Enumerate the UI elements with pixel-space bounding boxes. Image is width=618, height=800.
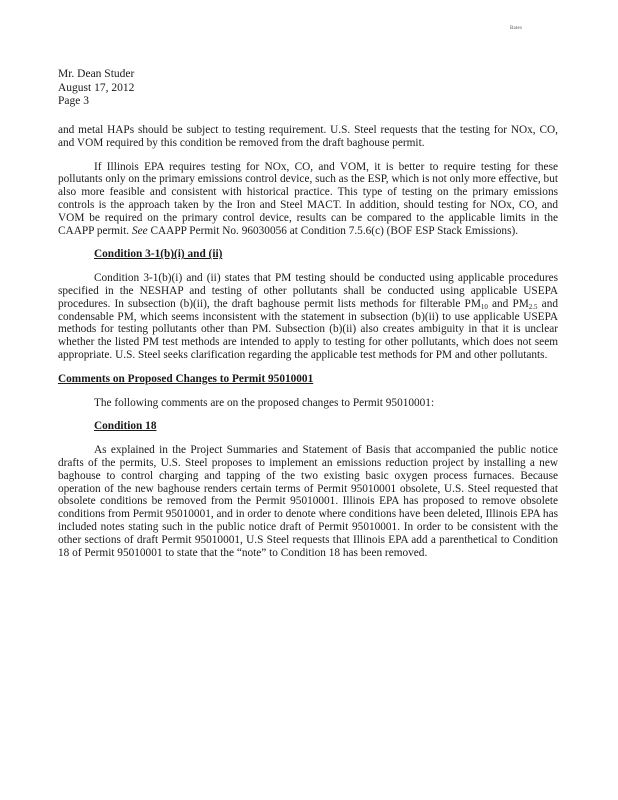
paragraph-testing-primary-control xyxy=(58,161,558,238)
paragraph-condition-3-1 xyxy=(58,272,558,362)
heading-condition-18: Condition 18 xyxy=(94,420,157,433)
recipient-name: Mr. Dean Studer xyxy=(58,68,135,80)
bates-stamp: Bates xyxy=(510,26,523,31)
see-signal: See xyxy=(131,224,148,237)
paragraph-text: and condensable PM, which seems inconsistent with the statement in subsection (b)(ii) to use applicable USEPA methods for testing pollutants other than PM. Subsection (b)(ii) also creates ambiguity in that it is unclear whether the listed PM test methods are intended to apply to testing for other pollutants, which does not seem appropriate. U.S. Steel seeks clarification regarding the applicable test methods for PM and other pollutants. xyxy=(58,297,558,361)
page-number: Page 3 xyxy=(58,95,89,107)
letter-header xyxy=(58,68,134,109)
paragraph-continuation: and metal HAPs should be subject to testing requirement. U.S. Steel requests that the testing for NOx, CO, and VOM required by this condition be removed from the draft baghouse permit. xyxy=(58,124,558,149)
paragraph-text: Condition 3-1(b)(i) and (ii) states that PM testing should be conducted using applicable procedures specified in the NESHAP and testing of other pollutants shall be conducted using applicable USEPA procedures. In subsection (b)(ii), the draft baghouse permit lists methods for filterable PM xyxy=(58,272,558,310)
subscript: 2.5 xyxy=(528,302,538,311)
subscript: 10 xyxy=(480,302,488,311)
letter-body xyxy=(58,124,558,570)
paragraph-text: If Illinois EPA requires testing for NOx, CO, and VOM, it is better to require testing for these pollutants only on the primary emissions control device, such as the ESP, which is not only more effective, but also more feasible and consistent with historical practice. This type of testing on the primary emissions controls is the approach taken by the Iron and Steel MACT. In addition, should testing for NOx, CO, and VOM be required on the primary control device, results can be compared to the applicable limits in the CAAPP permit. xyxy=(58,160,558,237)
paragraph-condition-18: As explained in the Project Summaries and Statement of Basis that accompanied the public notice drafts of the permits, U.S. Steel proposes to implement an emissions reduction project by installing a new baghouse to control charging and tapping of the two existing basic oxygen process furnaces. Because operation of the new baghouse renders certain terms of Permit 95010001 obsolete, U.S. Steel requested that obsolete conditions be removed from the Permit 95010001. Illinois EPA has proposed to remove obsolete conditions from Permit 95010001, and in order to denote where conditions have been deleted, Illinois EPA has included notes stating such in the public notice draft of Permit 95010001. In order to be consistent with the other sections of draft Permit 95010001, U.S Steel requests that Illinois EPA add a parenthetical to Condition 18 of Permit 95010001 to state that the “note” to Condition 18 has been removed. xyxy=(58,444,558,559)
paragraph-text: CAAPP Permit No. 96030056 at Condition 7.5.6(c) (BOF ESP Stack Emissions). xyxy=(150,224,519,237)
heading-comments-permit: Comments on Proposed Changes to Permit 95010001 xyxy=(58,372,314,385)
heading-condition-3-1: Condition 3-1(b)(i) and (ii) xyxy=(94,248,223,261)
letter-date: August 17, 2012 xyxy=(58,81,135,94)
paragraph-comments-intro: The following comments are on the proposed changes to Permit 95010001: xyxy=(94,396,435,409)
paragraph-text: and PM xyxy=(487,297,529,310)
